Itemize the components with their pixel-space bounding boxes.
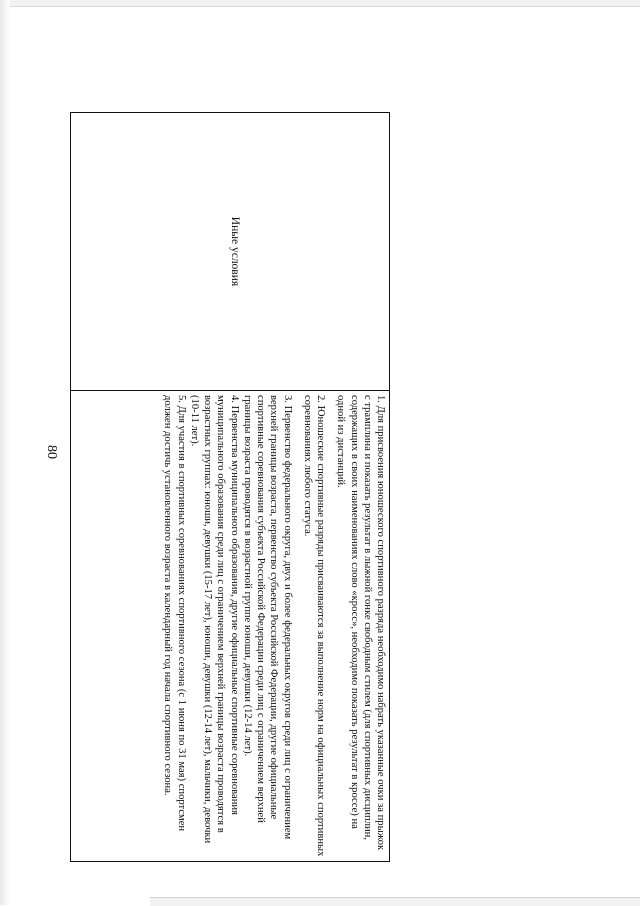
row-label-cell [71,113,389,391]
condition-item: 1. Для присвоения юношеского спортивного разряда необходимо набрать указанные очки за прыжок с трамплина и показать результат в лыжной гонке свободным стилем (для спортивных дисциплин, содержащих в своих наименованиях слово «кросс», необходимо показать результат в кроссе) на одной из дистанций. [335,395,386,851]
condition-item: 2. Юношеские спортивные разряды присваиваются за выполнение норм на официальных спортивных соревнованиях любого статуса. [301,395,327,857]
conditions-table [70,112,390,862]
page-number: 80 [44,445,59,459]
condition-item: 3. Первенство федерального округа, двух и более федеральных округов среди лиц с ограничением верхней границы возраста, первенство субъекта Российской Федерации, другие официальные спортивные соревнования субъекта Российской Федерации среди лиц с ограничением верхней границы возраста проводятся в возрастной группе юноши, девушки (12-14 лет). [241,395,293,840]
conditions-cell [71,391,389,861]
rotated-table-frame [70,112,390,862]
row-label: Иные условия [229,216,241,287]
condition-item: 4. Первенства муниципального образования, другие официальные спортивные соревнования муниципального образования среди лиц с ограничением верхней границы возраста проводятся в возрастных группах: юноши, девушки (15-17 лет), юноши, девушки (12-14 лет), мальчики, девочки (10-11 лет). [188,395,240,844]
scan-edge-left [0,0,10,905]
scan-edge-top [0,0,640,7]
condition-item: 5. Для участия в спортивных соревнованиях спортивного сезона (с 1 июня по 31 мая) спортсмен должен достичь установленного возраста в календарный год начала спортивного сезона. [162,395,187,832]
